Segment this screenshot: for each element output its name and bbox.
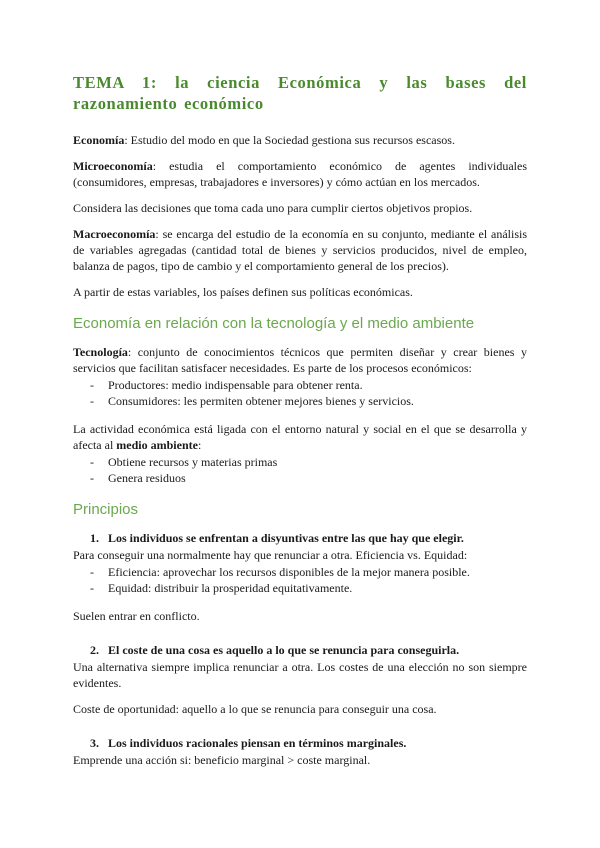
definition-macroeconomia: : se encarga del estudio de la economía en su conjunto, mediante el análisis de variables agregadas (cantidad total de bienes y servicios producidos, nivel de empleo, balanza de pagos, tipo de cambio y el comportamiento general de los precios).: [73, 227, 527, 273]
paragraph-microeconomia: [73, 158, 527, 190]
term-tecnologia: Tecnología: [73, 345, 128, 359]
dash-marker: -: [90, 565, 94, 579]
list-medio-ambiente: [73, 454, 527, 486]
paragraph-considera: Considera las decisiones que toma cada uno para cumplir ciertos objetivos propios.: [73, 201, 473, 215]
list-item: - Productores: medio indispensable para obtener renta.: [90, 378, 363, 392]
principle-1-text: Para conseguir una normalmente hay que renunciar a otra. Eficiencia vs. Equidad:: [73, 548, 468, 562]
term-macroeconomia: Macroeconomía: [73, 227, 156, 241]
paragraph-economia: [73, 132, 527, 148]
list-item: - Obtiene recursos y materias primas: [90, 455, 278, 469]
dash-marker: -: [90, 455, 94, 469]
paragraph-macroeconomia: [73, 226, 527, 274]
definition-microeconomia: : estudia el comportamiento económico de agentes individuales (consumidores, empresas, trabajadores e inversores) y cómo actúan en los mercados.: [73, 159, 527, 189]
dash-marker: -: [90, 378, 94, 392]
principle-1-heading: 1. Los individuos se enfrentan a disyuntivas entre las que hay que elegir.: [90, 531, 464, 545]
principle-3-text: Emprende una acción si: beneficio marginal > coste marginal.: [73, 753, 371, 767]
list-tecnologia: [73, 377, 527, 409]
dash-marker: -: [90, 471, 94, 485]
term-economia: Economía: [73, 133, 125, 147]
principle-2-text: Una alternativa siempre implica renunciar a otra. Los costes de una elección no son siempre evidentes.: [73, 660, 527, 690]
principle-2-after: Coste de oportunidad: aquello a lo que se renuncia para conseguir una cosa.: [73, 702, 437, 716]
definition-economia: : Estudio del modo en que la Sociedad gestiona sus recursos escasos.: [124, 133, 455, 147]
definition-tecnologia: : conjunto de conocimientos técnicos que permiten diseñar y crear bienes y servicios que facilitan satisfacer necesidades. Es parte de los procesos económicos:: [73, 345, 527, 375]
term-microeconomia: Microeconomía: [73, 159, 153, 173]
paragraph-actividad: La actividad económica está ligada con el entorno natural y social en el que se desarrolla y afecta al medio ambiente:: [73, 422, 527, 452]
list-eficiencia-equidad: [73, 564, 527, 596]
paragraph-tecnologia: [73, 344, 527, 376]
paragraph-politicas: A partir de estas variables, los países definen sus políticas económicas.: [73, 285, 413, 299]
list-item: - Eficiencia: aprovechar los recursos disponibles de la mejor manera posible.: [90, 565, 470, 579]
section-heading-principios: Principios: [73, 501, 139, 518]
list-item: - Consumidores: les permiten obtener mejores bienes y servicios.: [90, 394, 414, 408]
list-item: - Genera residuos: [90, 471, 186, 485]
term-medio-ambiente: medio ambiente: [116, 438, 198, 452]
principle-1-after: Suelen entrar en conflicto.: [73, 609, 200, 623]
principle-2-heading: 2. El coste de una cosa es aquello a lo que se renuncia para conseguirla.: [90, 643, 460, 657]
dash-marker: -: [90, 394, 94, 408]
principle-3-heading: 3. Los individuos racionales piensan en términos marginales.: [90, 736, 407, 750]
dash-marker: -: [90, 581, 94, 595]
section-heading-tecnologia: Economía en relación con la tecnología y el medio ambiente: [73, 315, 475, 332]
document-title: TEMA 1: la ciencia Económica y las bases del razonamiento económico: [73, 73, 527, 113]
list-item: - Equidad: distribuir la prosperidad equitativamente.: [90, 581, 353, 595]
